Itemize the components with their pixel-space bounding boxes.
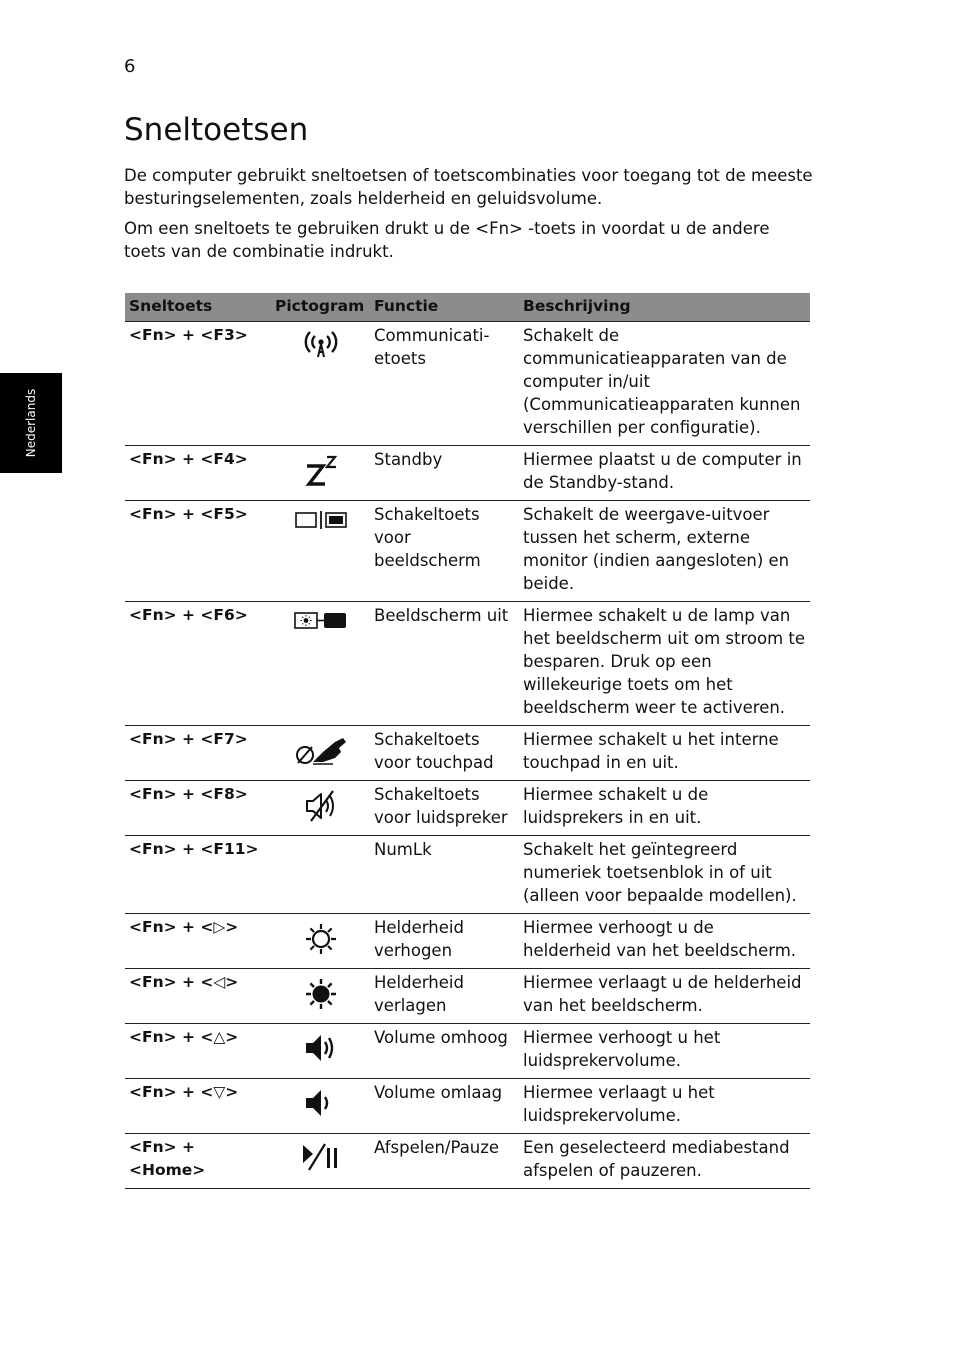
wireless-icon [301, 330, 341, 360]
touchpad-toggle-icon [293, 734, 349, 768]
function-cell: Beeldscherm uit [370, 602, 519, 726]
function-cell: Helderheid verlagen [370, 969, 519, 1024]
description-cell: Schakelt het geïntegreerd numeriek toetsenblok in of uit (alleen voor bepaalde modellen). [519, 836, 810, 914]
intro-paragraph-1: De computer gebruikt sneltoetsen of toetscombinaties voor toegang tot de meeste besturingselementen, zoals helderheid en geluidsvolume. [124, 166, 813, 208]
table-row [125, 914, 810, 969]
table-row [125, 1024, 810, 1079]
description-cell: Een geselecteerd mediabestand afspelen of pauzeren. [519, 1134, 810, 1189]
icon-cell [271, 1079, 370, 1134]
icon-cell [271, 602, 370, 726]
table-row [125, 602, 810, 726]
intro-paragraph-2: Om een sneltoets te gebruiken drukt u de <Fn> -toets in voordat u de andere toets van de combinatie indrukt. [124, 219, 770, 261]
hotkey-cell: <Fn> + <F6> [125, 602, 271, 726]
table-header-row [125, 293, 810, 322]
description-cell: Hiermee schakelt u de lamp van het beeldscherm uit om stroom te besparen. Druk op een willekeurige toets om het beeldscherm weer te activeren. [519, 602, 810, 726]
brightness-down-icon [304, 977, 338, 1011]
speaker-mute-icon [301, 789, 341, 823]
page-number: 6 [124, 56, 136, 77]
header-sneltoets: Sneltoets [125, 293, 271, 322]
icon-cell [271, 969, 370, 1024]
hotkey-cell: <Fn> + <F11> [125, 836, 271, 914]
function-cell: Helderheid verhogen [370, 914, 519, 969]
brightness-up-icon [304, 922, 338, 956]
table-row [125, 322, 810, 446]
description-cell: Hiermee verlaagt u het luidsprekervolume. [519, 1079, 810, 1134]
hotkey-cell: <Fn> + <▷> [125, 914, 271, 969]
description-cell: Hiermee plaatst u de computer in de Standby-stand. [519, 446, 810, 501]
hotkey-cell: <Fn> + <F5> [125, 501, 271, 602]
icon-cell [271, 1024, 370, 1079]
icon-cell [271, 836, 370, 914]
description-cell: Hiermee verhoogt u de helderheid van het beeldscherm. [519, 914, 810, 969]
play-pause-icon [299, 1142, 343, 1172]
header-pictogram: Pictogram [271, 293, 370, 322]
table-row [125, 446, 810, 501]
function-cell: Schakeltoets voor beeldscherm [370, 501, 519, 602]
table-row [125, 836, 810, 914]
volume-up-icon [303, 1032, 339, 1064]
table-row [125, 501, 810, 602]
language-side-tab [0, 373, 62, 473]
function-cell: Communicati-etoets [370, 322, 519, 446]
description-cell: Schakelt de weergave-uitvoer tussen het scherm, externe monitor (indien aangesloten) en beide. [519, 501, 810, 602]
screen-off-icon [293, 610, 349, 632]
icon-cell [271, 726, 370, 781]
icon-cell [271, 446, 370, 501]
icon-cell [271, 914, 370, 969]
hotkey-cell: <Fn> + <F3> [125, 322, 271, 446]
icon-cell [271, 781, 370, 836]
function-cell: Schakeltoets voor touchpad [370, 726, 519, 781]
hotkey-cell: <Fn> + <Home> [125, 1134, 271, 1189]
table-row [125, 726, 810, 781]
page-title: Sneltoetsen [124, 112, 309, 148]
table-row [125, 1134, 810, 1189]
hotkey-cell: <Fn> + <F7> [125, 726, 271, 781]
description-cell: Hiermee verlaagt u de helderheid van het beeldscherm. [519, 969, 810, 1024]
header-functie: Functie [370, 293, 519, 322]
function-cell: Standby [370, 446, 519, 501]
function-cell: Schakeltoets voor luidspreker [370, 781, 519, 836]
display-toggle-icon [294, 509, 348, 531]
description-cell: Schakelt de communicatieapparaten van de computer in/uit (Communicatieapparaten kunnen verschillen per configuratie). [519, 322, 810, 446]
table-row [125, 969, 810, 1024]
table-row [125, 1079, 810, 1134]
icon-cell [271, 322, 370, 446]
sleep-icon [303, 454, 339, 488]
table-row [125, 781, 810, 836]
hotkey-cell: <Fn> + <△> [125, 1024, 271, 1079]
description-cell: Hiermee schakelt u het interne touchpad in en uit. [519, 726, 810, 781]
hotkey-cell: <Fn> + <◁> [125, 969, 271, 1024]
hotkey-cell: <Fn> + <F8> [125, 781, 271, 836]
description-cell: Hiermee schakelt u de luidsprekers in en uit. [519, 781, 810, 836]
description-cell: Hiermee verhoogt u het luidsprekervolume. [519, 1024, 810, 1079]
function-cell: Afspelen/Pauze [370, 1134, 519, 1189]
icon-cell [271, 501, 370, 602]
hotkey-cell: <Fn> + <▽> [125, 1079, 271, 1134]
hotkey-cell: <Fn> + <F4> [125, 446, 271, 501]
hotkey-table [125, 293, 810, 1189]
function-cell: Volume omhoog [370, 1024, 519, 1079]
header-beschrijving: Beschrijving [519, 293, 810, 322]
volume-down-icon [303, 1087, 339, 1119]
side-tab-label: Nederlands [24, 388, 38, 458]
function-cell: NumLk [370, 836, 519, 914]
icon-cell [271, 1134, 370, 1189]
function-cell: Volume omlaag [370, 1079, 519, 1134]
